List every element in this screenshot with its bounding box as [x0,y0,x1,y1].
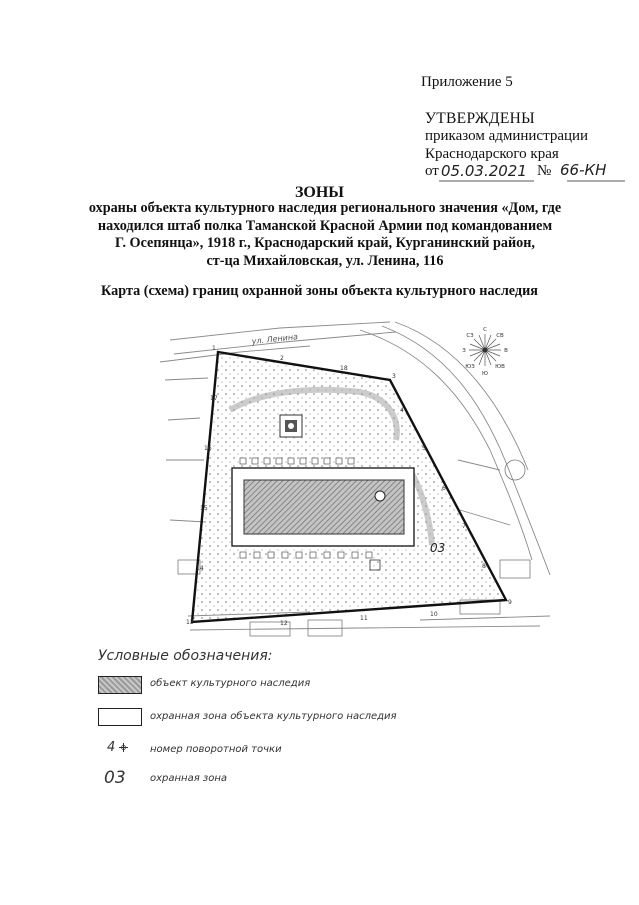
legend-zone-code-label: охранная зона [150,773,228,784]
point-label: 14 [196,565,204,572]
compass-west: З [462,348,466,354]
legend-point-symbol [107,740,128,755]
point-label: 16 [204,445,212,452]
compass-se: ЮВ [495,364,505,370]
point-label: 4 [400,407,404,414]
appendix-number: Приложение 5 [421,74,513,90]
approved-stamp: УТВЕРЖДЕНЫ [425,110,535,127]
point-label: 7 [462,523,466,530]
compass-ne: СВ [496,333,504,339]
object-marker [375,491,385,501]
legend-object-swatch [98,676,142,694]
point-label: 3 [392,373,396,380]
approval-date-handwritten: 05.03.2021 [441,162,527,180]
turning-point-icon [119,743,128,752]
compass-sw: ЮЗ [465,364,475,370]
point-label: 1 [212,345,216,352]
point-label: 10 [430,611,438,618]
point-label: 9 [508,599,512,606]
legend-title: Условные обозначения: [98,648,273,664]
point-label: 12 [280,620,288,627]
legend-object-label: объект культурного наследия [150,678,311,689]
description-line: находился штаб полка Таманской Красной Армии под командованием [97,217,553,234]
approved-order-line: приказом администрации [425,128,589,144]
approved-region-line: Краснодарского края [425,146,559,162]
point-label: 6 [442,485,446,492]
legend-zone-code-symbol: 03 [104,768,126,788]
point-label: 13 [186,619,194,626]
point-label: 2 [280,355,284,362]
zone-map [160,320,560,645]
date-prefix: от [425,163,439,179]
point-label: 11 [360,615,368,622]
compass-south: Ю [482,371,488,377]
point-label: 17 [210,395,218,402]
point-label: 15 [200,505,208,512]
point-label: 8 [482,563,486,570]
legend-point-label: номер поворотной точки [150,744,282,755]
description-line: ст-ца Михайловская, ул. Ленина, 116 [206,252,444,269]
map-title: Карта (схема) границ охранной зоны объекта культурного наследия [101,283,538,299]
number-sign: № [537,163,552,179]
cultural-heritage-object [244,480,404,534]
approval-number-handwritten: 66-КН [560,161,607,179]
compass-rose [462,327,508,377]
date-underline [439,179,625,183]
compass-north: С [483,327,487,333]
compass-nw: СЗ [466,333,474,339]
description-line: охраны объекта культурного наследия регионального значения «Дом, где [88,200,562,216]
compass-east: В [504,348,508,354]
legend-point-number: 4 [107,740,116,755]
street-label: ул. Ленина [251,332,299,346]
description-line: Г. Осепянца», 1918 г., Краснодарский край, Курганинский район, [115,235,535,251]
legend-zone-label: охранная зона объекта культурного наследия [150,711,397,722]
object-description [70,200,580,270]
monument [280,415,302,437]
compass-center [483,348,488,353]
legend-zone-swatch [98,708,142,726]
zone-code-label: 03 [430,541,446,555]
document-title: ЗОНЫ [294,184,345,201]
approval-date-line [425,163,625,185]
point-label: 18 [340,365,348,372]
point-label: 5 [422,445,426,452]
